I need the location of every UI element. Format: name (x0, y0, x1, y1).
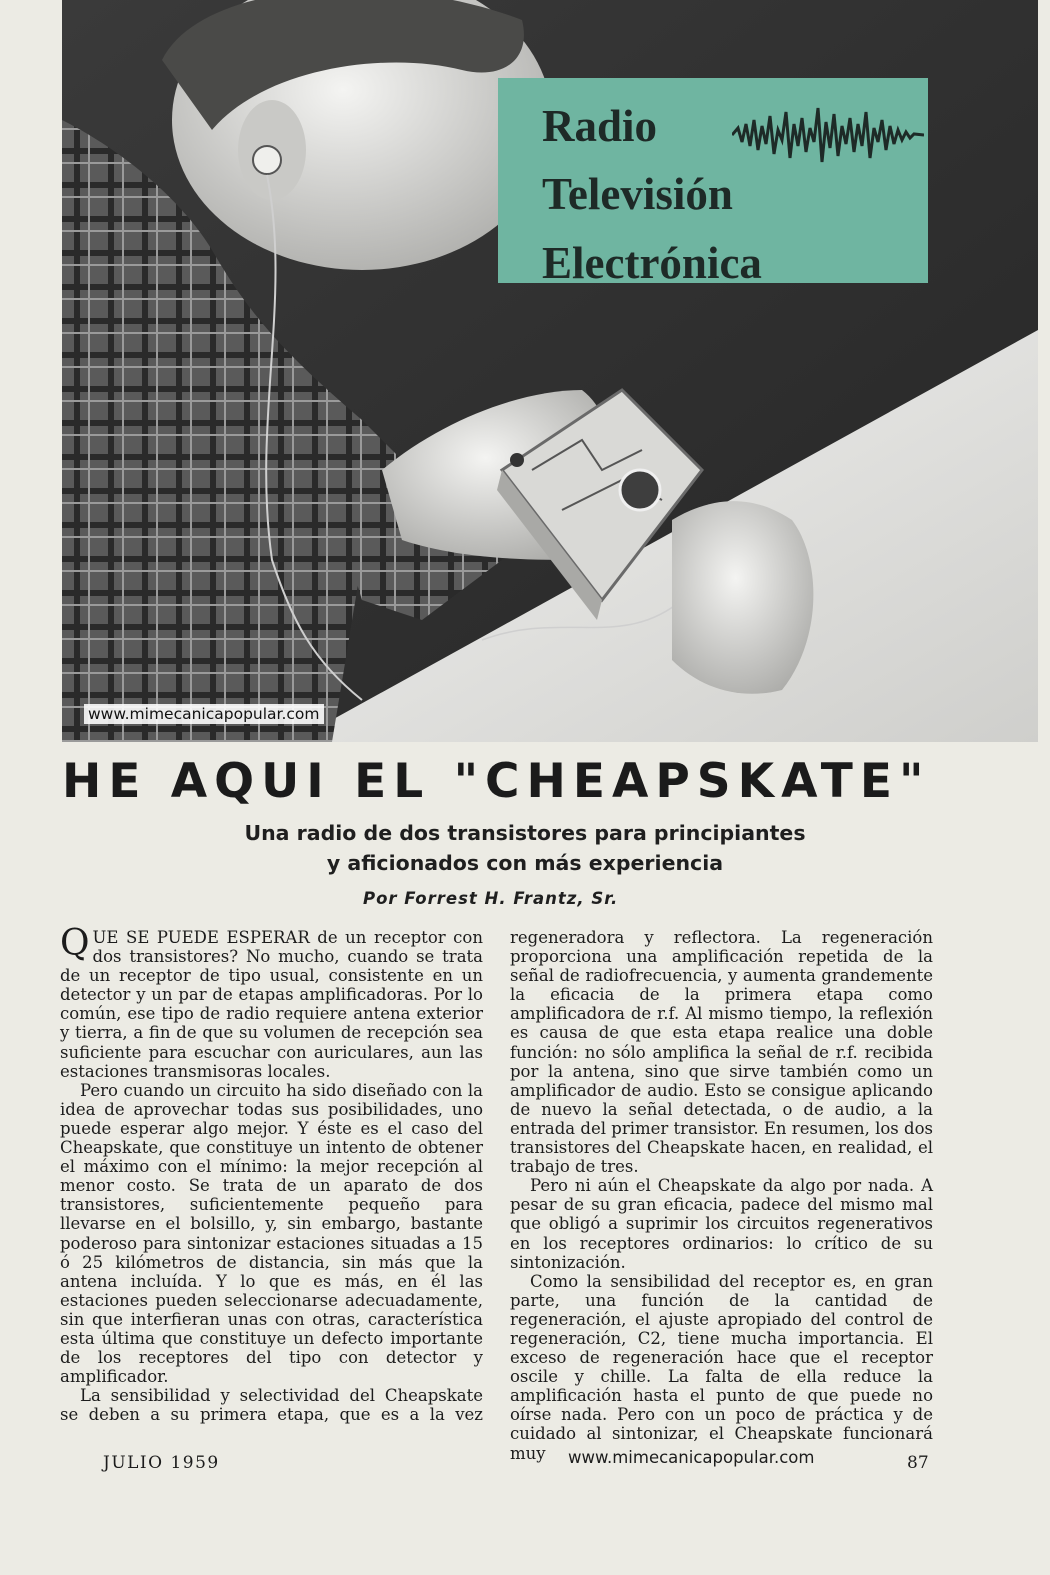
paragraph-5: Como la sensibilidad del receptor es, en gran parte, una función de la cantidad de regeneración, el ajuste apropiado del control de regeneración, C2, tiene mucha importancia. El exceso de regeneración hace que el receptor oscile y chille. La falta de ella reduce la amplificación hasta el punto de que puede no oírse nada. Pero con un poco de práctica y de cuidado al sintonizar, el Cheapskate funcionará muy (510, 1271, 933, 1463)
paragraph-4: Pero ni aún el Cheapskate da algo por nada. A pesar de su gran eficacia, padece del mismo mal que obligó a suprimir los circuitos regenerativos en los receptores ordinarios: lo crítico de su sintonización. (510, 1176, 933, 1272)
section-title-television: Televisión (542, 169, 733, 220)
article-byline: Por Forrest H. Frantz, Sr. (363, 889, 619, 908)
paragraph-3: La sensibilidad y selectividad del Cheapskate se deben a su primera etapa, que es a la vez (60, 1386, 483, 1425)
paragraph-1-text: UE SE PUEDE ESPERAR de un receptor con dos transistores? No mucho, cuando se trata de un receptor de tipo usual, consistente en un detector y un par de etapas amplificadoras. Por lo común, ese tipo de radio requiere antena exterior y tierra, a fin de que su volumen de recepción sea suficiente para escuchar con auriculares, aun las estaciones transmisoras locales. (60, 928, 483, 1081)
article-headline: HE AQUI EL "CHEAPSKATE" (62, 754, 931, 809)
drop-cap: Q (60, 923, 90, 964)
paragraph-1 (60, 923, 483, 1081)
article-column-left (60, 923, 483, 1425)
page-number: 87 (907, 1453, 929, 1473)
section-title-electronics: Electrónica (542, 237, 762, 288)
subtitle-line-2: y aficionados con más experiencia (326, 851, 724, 875)
section-title-radio: Radio (542, 101, 658, 151)
section-header (498, 78, 928, 288)
paragraph-3-continued: regeneradora y reflectora. La regeneración proporciona una amplificación repetida de la señal de radiofrecuencia, y aumenta grandemente la eficacia de la primera etapa como amplificadora de r.f. Al mismo tiempo, la reflexión es causa de que esta etapa realice una doble función: no sólo amplifica la señal de r.f. recibida por la antena, sino que sirve también como un amplificador de audio. Esto se consigue aplicando de nuevo la señal detectada, o de audio, a la entrada del primer transistor. En resumen, los dos transistores del Cheapskate hacen, en realidad, el trabajo de tres. (510, 928, 933, 1177)
footer-website: www.mimecanicapopular.com (568, 1448, 815, 1467)
photo-watermark: www.mimecanicapopular.com (84, 704, 324, 724)
paragraph-2: Pero cuando un circuito ha sido diseñado con la idea de aprovechar todas sus posibilidades, uno puede esperar algo mejor. Y éste es el caso del Cheapskate, que constituye un intento de obtener el máximo con el mínimo: la mejor recepción al menor costo. Se trata de un aparato de dos transistores, suficientemente pequeño para llevarse en el bolsillo, y, sin embargo, bastante poderoso para sintonizar estaciones situadas a 15 ó 25 kilómetros de distancia, sin más que la antena incluída. Y lo que es más, en él las estaciones pueden seleccionarse adecuadamente, sin que interfieran unas con otras, característica esta última que constituye un defecto importante de los receptores del tipo con detector y amplificador. (60, 1080, 483, 1387)
subtitle-line-1: Una radio de dos transistores para principiantes (244, 821, 806, 845)
radio-wave-icon (732, 104, 924, 166)
footer-issue-date: JULIO 1959 (103, 1453, 220, 1473)
article-subtitle (60, 818, 990, 878)
article-column-right (510, 928, 933, 1463)
